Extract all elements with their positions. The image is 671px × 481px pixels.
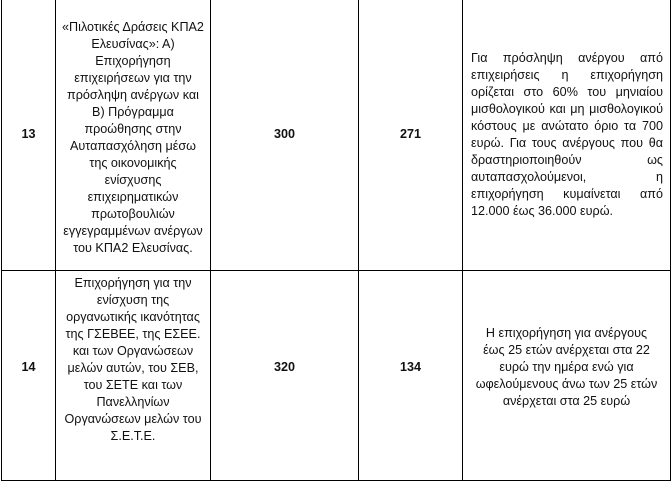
programs-table xyxy=(1,0,671,481)
table-row xyxy=(2,0,671,271)
row-number: 13 xyxy=(2,0,56,271)
value-b: 271 xyxy=(359,0,463,271)
value-b: 134 xyxy=(359,271,463,481)
description: Για πρόσληψη ανέργου από επιχειρήσεις η επιχορήγηση ορίζεται στο 60% του μηνιαίου μισθολογικού και μη μισθολογικού κόστους με ανώτατο όριο τα 700 ευρώ. Για τους ανέργους που θα δραστηριοποιηθούν ως αυταπασχολούμενοι, η επιχορήγηση κυμαίνεται από 12.000 έως 36.000 ευρώ. xyxy=(463,0,671,271)
table-row xyxy=(2,271,671,481)
value-a: 300 xyxy=(211,0,359,271)
description: Η επιχορήγηση για ανέργους έως 25 ετών ανέρχεται στα 22 ευρώ την ημέρα ενώ για ωφελούμενους άνω των 25 ετών ανέρχεται στα 25 ευρώ xyxy=(463,271,671,481)
action-title: «Πιλοτικές Δράσεις ΚΠΑ2 Ελευσίνας»: Α) Επιχορήγηση επιχειρήσεων για την πρόσληψη ανέργων και Β) Πρόγραμμα προώθησης στην Αυταπασχόληση μέσω της οικονομικής ενίσχυσης επιχειρηματικών πρωτοβουλιών εγγεγραμμένων ανέργων του ΚΠΑ2 Ελευσίνας. xyxy=(56,0,211,271)
value-a: 320 xyxy=(211,271,359,481)
row-number: 14 xyxy=(2,271,56,481)
action-title: Επιχορήγηση για την ενίσχυση της οργανωτικής ικανότητας της ΓΣΕΒΕΕ, της ΕΣΕΕ. και των Οργανώσεων μελών αυτών, του ΣΕΒ, του ΣΕΤΕ και των Πανελληνίων Οργανώσεων μελών του Σ.Ε.Τ.Ε. xyxy=(56,271,211,481)
